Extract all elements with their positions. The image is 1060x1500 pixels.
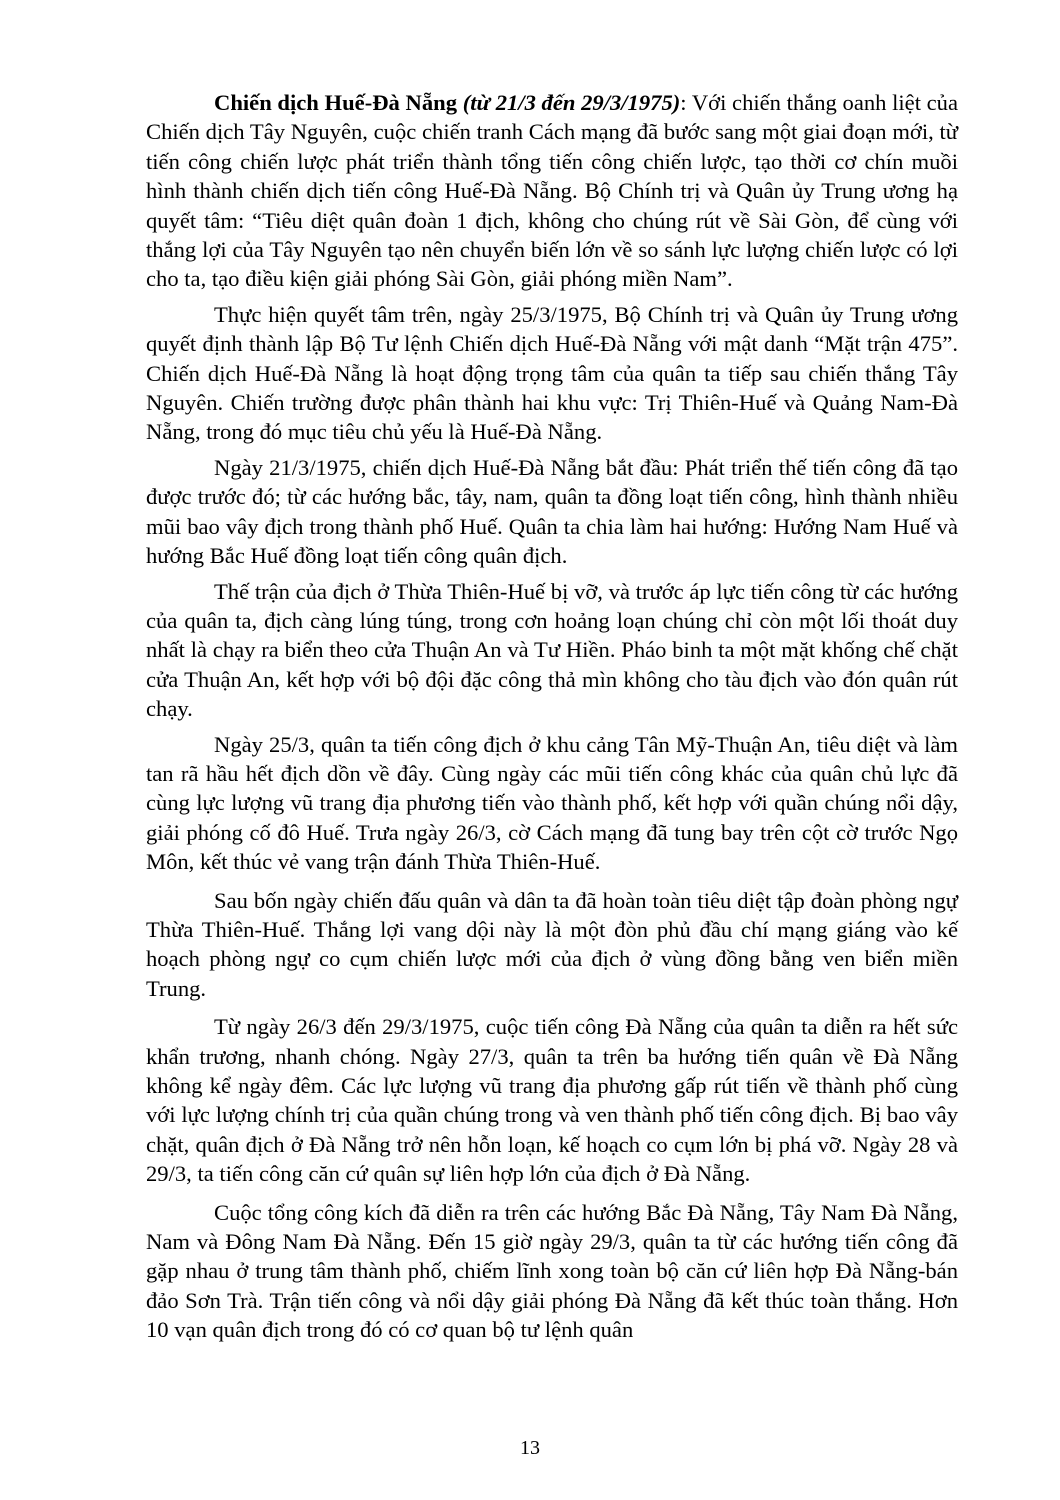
campaign-title: Chiến dịch Huế-Đà Nẵng	[214, 90, 457, 115]
paragraph: Ngày 21/3/1975, chiến dịch Huế-Đà Nẵng bắt đầu: Phát triển thế tiến công đã tạo được trước đó; từ các hướng bắc, tây, nam, quân ta đồng loạt tiến công, hình thành nhiều mũi bao vây địch trong thành phố Huế. Quân ta chia làm hai hướng: Hướng Nam Huế và hướng Bắc Huế đồng loạt tiến công quân địch.	[146, 454, 958, 569]
paragraph: Cuộc tổng công kích đã diễn ra trên các hướng Bắc Đà Nẵng, Tây Nam Đà Nẵng, Nam và Đông Nam Đà Nẵng. Đến 15 giờ ngày 29/3, quân ta từ các hướng tiến công đã gặp nhau ở trung tâm thành phố, chiếm lĩnh xong toàn bộ căn cứ liên hợp Đà Nẵng-bán đảo Sơn Trà. Trận tiến công và nổi dậy giải phóng Đà Nẵng đã kết thúc toàn thắng. Hơn 10 vạn quân địch trong đó có cơ quan bộ tư lệnh quân	[146, 1199, 958, 1343]
document-page	[146, 88, 958, 1351]
paragraph-intro	[146, 88, 958, 294]
paragraph: Từ ngày 26/3 đến 29/3/1975, cuộc tiến công Đà Nẵng của quân ta diễn ra hết sức khẩn trương, nhanh chóng. Ngày 27/3, quân ta trên ba hướng tiến quân về Đà Nẵng không kể ngày đêm. Các lực lượng vũ trang địa phương gấp rút tiến về thành phố cùng với lực lượng chính trị của quần chúng trong và ven thành phố tiến công địch. Bị bao vây chặt, quân địch ở Đà Nẵng trở nên hỗn loạn, kế hoạch co cụm lớn bị phá vỡ. Ngày 28 và 29/3, ta tiến công căn cứ quân sự liên hợp lớn của địch ở Đà Nẵng.	[146, 1014, 958, 1187]
paragraph: Sau bốn ngày chiến đấu quân và dân ta đã hoàn toàn tiêu diệt tập đoàn phòng ngự Thừa Thiên-Huế. Thắng lợi vang dội này là một đòn phủ đầu chí mạng giáng vào kế hoạch phòng ngự co cụm chiến lược mới của địch ở vùng đồng bằng ven biển miền Trung.	[146, 887, 958, 1001]
paragraph: Thế trận của địch ở Thừa Thiên-Huế bị vỡ, và trước áp lực tiến công từ các hướng của quân ta, địch càng lúng túng, trong cơn hoảng loạn chúng chỉ còn một lối thoát duy nhất là chạy ra biển theo cửa Thuận An và Tư Hiền. Pháo binh ta một mặt khống chế chặt cửa Thuận An, kết hợp với bộ đội đặc công thả mìn không cho tàu địch vào đón quân rút chạy.	[146, 578, 958, 722]
paragraph: Ngày 25/3, quân ta tiến công địch ở khu cảng Tân Mỹ-Thuận An, tiêu diệt và làm tan rã hầu hết địch dồn về đây. Cùng ngày các mũi tiến công khác của quân chủ lực đã cùng lực lượng vũ trang địa phương tiến vào thành phố, kết hợp với quần chúng nổi dậy, giải phóng cố đô Huế. Trưa ngày 26/3, cờ Cách mạng đã tung bay trên cột cờ trước Ngọ Môn, kết thúc vẻ vang trận đánh Thừa Thiên-Huế.	[146, 731, 958, 875]
paragraph: Thực hiện quyết tâm trên, ngày 25/3/1975, Bộ Chính trị và Quân ủy Trung ương quyết định thành lập Bộ Tư lệnh Chiến dịch Huế-Đà Nẵng với mật danh “Mặt trận 475”. Chiến dịch Huế-Đà Nẵng là hoạt động trọng tâm của quân ta tiếp sau chiến thắng Tây Nguyên. Chiến trường được phân thành hai khu vực: Trị Thiên-Huế và Quảng Nam-Đà Nẵng, trong đó mục tiêu chủ yếu là Huế-Đà Nẵng.	[146, 301, 958, 445]
campaign-date-range: (từ 21/3 đến 29/3/1975)	[462, 90, 681, 115]
page-number: 13	[520, 1437, 540, 1459]
paragraph-intro-text: : Với chiến thắng oanh liệt của Chiến dịch Tây Nguyên, cuộc chiến tranh Cách mạng đã bước sang một giai đoạn mới, từ tiến công chiến lược phát triển thành tổng tiến công chiến lược, tạo thời cơ chín muồi hình thành chiến dịch tiến công Huế-Đà Nẵng. Bộ Chính trị và Quân ủy Trung ương hạ quyết tâm: “Tiêu diệt quân đoàn 1 địch, không cho chúng rút về Sài Gòn, để cùng với thắng lợi của Tây Nguyên tạo nên chuyển biến lớn về so sánh lực lượng chiến lược có lợi cho ta, tạo điều kiện giải phóng Sài Gòn, giải phóng miền Nam”.	[146, 90, 959, 292]
